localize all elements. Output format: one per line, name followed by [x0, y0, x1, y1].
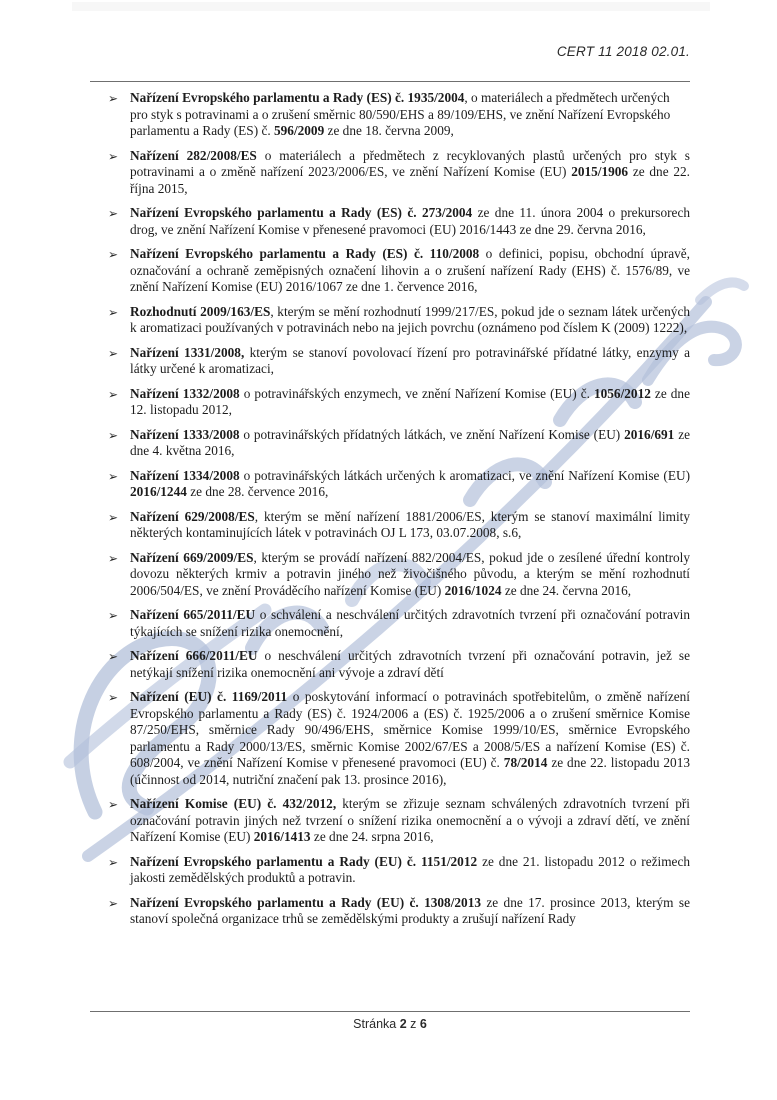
regulation-text: Nařízení 665/2011/EU o schválení a neschválení určitých zdravotních tvrzení při označování potravin týkajících se snížení rizika onemocnění,	[130, 607, 690, 639]
list-bullet-icon: ➢	[108, 305, 119, 319]
list-bullet-icon: ➢	[108, 896, 119, 910]
list-item	[90, 796, 690, 846]
regulation-text: Nařízení Evropského parlamentu a Rady (EU) č. 1151/2012 ze dne 21. listopadu 2012 o režimech jakosti zemědělských produktů a potravin.	[130, 853, 690, 885]
list-bullet-icon: ➢	[108, 428, 119, 442]
list-bullet-icon: ➢	[108, 387, 119, 401]
regulation-list	[90, 90, 690, 936]
list-item	[90, 345, 690, 378]
document-code: CERT 11 2018 02.01.	[556, 44, 690, 59]
list-item	[90, 648, 690, 681]
regulation-text: Nařízení 629/2008/ES, kterým se mění nařízení 1881/2006/ES, kterým se stanoví maximální limity některých kontaminujících látek v potravinách OJ L 173, 03.07.2008, s.6,	[130, 508, 690, 540]
list-bullet-icon: ➢	[108, 510, 119, 524]
scan-artifact	[72, 2, 710, 11]
header-divider	[90, 81, 690, 82]
list-item	[90, 90, 690, 140]
list-bullet-icon: ➢	[108, 149, 119, 163]
footer-divider	[90, 1011, 690, 1012]
regulation-text: Nařízení Evropského parlamentu a Rady (ES) č. 273/2004 ze dne 11. února 2004 o prekursorech drog, ve znění Nařízení Komise v přenesené pravomoci (EU) 2016/1443 ze dne 29. června 2016,	[130, 205, 690, 237]
regulation-text: Nařízení 1334/2008 o potravinářských látkách určených k aromatizaci, ve znění Nařízení Komise (EU) 2016/1244 ze dne 28. července 2016,	[130, 467, 691, 499]
list-item	[90, 509, 690, 542]
regulation-text: Nařízení Evropského parlamentu a Rady (ES) č. 1935/2004, o materiálech a předmětech určených pro styk s potravinami a o zrušení směrnic 80/590/EHS a 89/109/EHS, ve znění Nařízení Evropského parlamentu a Rady (ES) č. 596/2009 ze dne 18. června 2009,	[130, 90, 671, 138]
list-bullet-icon: ➢	[108, 797, 119, 812]
list-item	[90, 607, 690, 640]
list-item	[90, 246, 690, 296]
list-bullet-icon: ➢	[108, 206, 119, 221]
list-item	[90, 148, 690, 198]
regulation-text: Nařízení Komise (EU) č. 432/2012, kterým se zřizuje seznam schválených zdravotních tvrzení při označování potravin jiných než tvrzení o snížení rizika onemocnění a o vývoji a zdraví dětí, ve znění Nařízení Komise (EU) 2016/1413 ze dne 24. srpna 2016,	[130, 796, 690, 844]
list-item	[90, 689, 690, 788]
list-item	[90, 550, 690, 600]
footer-separator: z	[406, 1017, 420, 1031]
regulation-text: Nařízení 1331/2008, kterým se stanoví povolovací řízení pro potravinářské přídatné látky, enzymy a látky určené k aromatizaci,	[130, 344, 690, 376]
list-item	[90, 205, 690, 238]
footer-label: Stránka	[353, 1017, 400, 1031]
list-bullet-icon: ➢	[108, 551, 119, 565]
list-item	[90, 427, 690, 460]
footer-page-number: 2	[399, 1017, 407, 1031]
list-bullet-icon: ➢	[108, 346, 119, 360]
list-item	[90, 386, 690, 419]
list-bullet-icon: ➢	[108, 649, 119, 664]
list-item	[90, 304, 690, 337]
regulation-text: Nařízení 1332/2008 o potravinářských enzymech, ve znění Nařízení Komise (EU) č. 1056/2012 ze dne 12. listopadu 2012,	[130, 385, 690, 417]
regulation-text: Nařízení 669/2009/ES, kterým se provádí nařízení 882/2004/ES, pokud jde o zesílené úřední kontroly dovozu některých krmiv a potravin jiného než živočišného původu, a kterým se mění rozhodnutí 2006/504/ES, ve znění Prováděcího nařízení Komise (EU) 2016/1024 ze dne 24. června 2016,	[130, 549, 690, 598]
footer-total-pages: 6	[419, 1017, 427, 1031]
page-footer	[90, 1017, 690, 1031]
list-item	[90, 895, 690, 928]
regulation-text: Nařízení (EU) č. 1169/2011 o poskytování informací o potravinách spotřebitelům, o změně nařízení Evropského parlamentu a Rady (ES) č. 1924/2006 a (ES) č. 1925/2006 a o zrušení směrnice Komise 87/250/EHS, směrnice Rady 90/496/EHS, směrnice Komise 1999/10/ES, směrnice Evropského parlamentu a Rady 2000/13/ES, směrnic Komise 2002/67/ES a 2008/5/ES a nařízení Komise (ES) č. 608/2004, ve znění Nařízení Komise v přenesené pravomoci (EU) č. 78/2014 ze dne 22. listopadu 2013 (účinnost od 2014, nutriční značení pak 13. prosince 2016),	[130, 689, 691, 787]
regulation-text: Nařízení Evropského parlamentu a Rady (ES) č. 110/2008 o definici, popisu, obchodní úpravě, označování a ochraně zeměpisných označení lihovin a o zrušení nařízení Rady (EHS) č. 1576/89, ve znění Nařízení Komise (EU) 2016/1067 ze dne 1. července 2016,	[130, 246, 690, 294]
regulation-text: Nařízení 282/2008/ES o materiálech a předmětech z recyklovaných plastů určených pro styk s potravinami a o změně nařízení 2023/2006/ES, ve znění Nařízení Komise (EU) 2015/1906 ze dne 22. října 2015,	[130, 147, 690, 196]
list-item	[90, 854, 690, 887]
regulation-text: Nařízení 1333/2008 o potravinářských přídatných látkách, ve znění Nařízení Komise (EU) 2016/691 ze dne 4. května 2016,	[130, 426, 690, 458]
list-bullet-icon: ➢	[108, 690, 119, 705]
list-bullet-icon: ➢	[108, 91, 119, 106]
list-bullet-icon: ➢	[108, 608, 119, 623]
list-bullet-icon: ➢	[108, 247, 119, 262]
list-item	[90, 468, 690, 501]
list-bullet-icon: ➢	[108, 855, 119, 869]
regulation-text: Nařízení 666/2011/EU o neschválení určitých zdravotních tvrzení při označování potravin, jež se netýkají snížení rizika onemocnění ani vývoje a zdraví dětí	[130, 648, 690, 680]
list-bullet-icon: ➢	[108, 469, 119, 483]
regulation-text: Nařízení Evropského parlamentu a Rady (EU) č. 1308/2013 ze dne 17. prosince 2013, kterým se stanoví společná organizace trhů se zemědělskými produkty a zrušují nařízení Rady	[130, 894, 690, 926]
regulation-text: Rozhodnutí 2009/163/ES, kterým se mění rozhodnutí 1999/217/ES, pokud jde o seznam látek určených k aromatizaci používaných v potravinách nebo na jejich povrchu (oznámeno pod číslem K (2009) 1222),	[130, 303, 690, 335]
